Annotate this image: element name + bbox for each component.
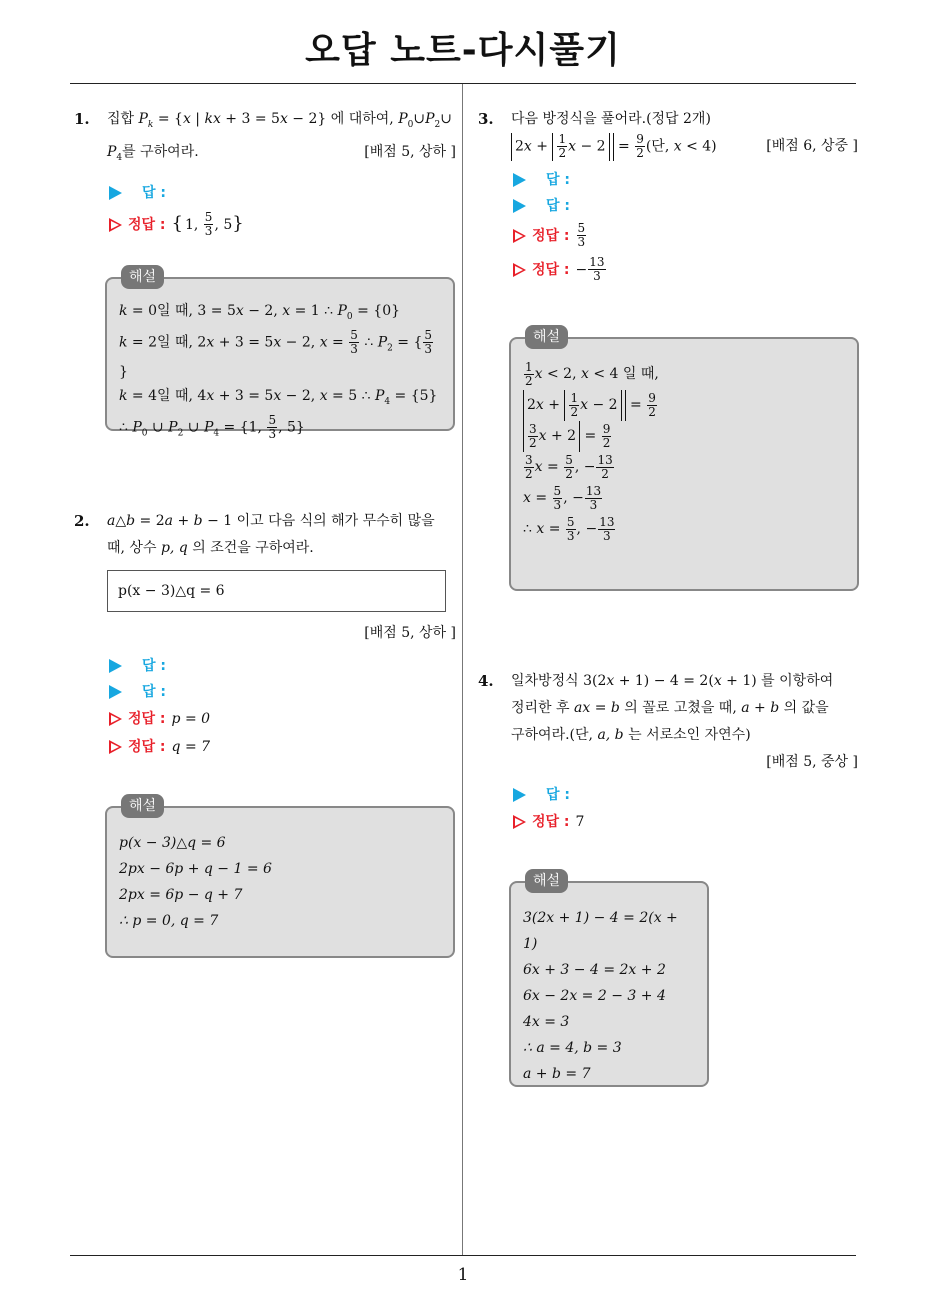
- problem-number: 2.: [74, 512, 90, 530]
- play-icon: [513, 788, 526, 802]
- solution-line: x = $\frac{5}{3}$ , − $\frac{13}{3}$: [523, 483, 602, 512]
- answer-label: 답 :: [546, 787, 570, 803]
- answer-label: 답 :: [142, 684, 166, 700]
- solution-box-2: [105, 798, 455, 958]
- correct-label: 정답 :: [532, 227, 570, 244]
- play-icon: [513, 199, 526, 213]
- answer-label: 답 :: [142, 184, 166, 201]
- bottom-rule: [70, 1255, 856, 1256]
- score-label: [배점 5, 중상 ]: [766, 754, 858, 770]
- outline-triangle-icon: [109, 218, 122, 232]
- score-label: [배점 5, 상하 ]: [364, 625, 456, 641]
- solution-line: 2px = 6p − q + 7: [119, 887, 243, 903]
- top-rule: [70, 83, 856, 84]
- page-title: 오답 노트-다시풀기: [305, 30, 621, 71]
- outline-triangle-icon: [513, 815, 526, 829]
- problem-4: [478, 668, 858, 836]
- problem-text: a△b = 2a + b − 1 이고 다음 식의 해가 무수히 많을 때, 상수 p, q 의 조건을 구하여라.: [107, 513, 435, 556]
- correct-label: 정답 :: [128, 711, 166, 727]
- solution-line: ∴ p = 0, q = 7: [119, 913, 219, 929]
- solution-line: ∴ a = 4, b = 3: [523, 1040, 622, 1056]
- correct-value: p = 0: [171, 711, 211, 727]
- problem-number: 1.: [74, 110, 90, 128]
- problem-number: 4.: [478, 672, 494, 690]
- problem-text: 다음 방정식을 풀어라.(정답 2개) 2x + $\frac{1}{2}$ x − 2 = $\frac{9}{2}$ (단, x < 4) [배점 6, 상중 ]: [511, 111, 858, 160]
- correct-label: 정답 :: [128, 739, 166, 755]
- score-label: [배점 6, 상중 ]: [766, 138, 858, 154]
- outline-triangle-icon: [109, 712, 122, 726]
- play-icon: [109, 685, 122, 699]
- correct-answer-row: 정답 : { 1, $\frac{5}{3}$ , 5}: [109, 206, 456, 242]
- correct-label: 정답 :: [128, 216, 166, 233]
- correct-value: {: [171, 212, 183, 234]
- answer-row[interactable]: [109, 180, 456, 206]
- outline-triangle-icon: [513, 263, 526, 277]
- solution-line: 2x + $\frac{1}{2}$ x − 2 = $\frac{9}{2}$: [523, 390, 845, 421]
- correct-answer-row: [109, 733, 456, 761]
- page-number: 1: [457, 1265, 469, 1285]
- correct-answer-row: [513, 253, 858, 287]
- problem-2: [74, 508, 456, 761]
- solution-box-4: [509, 873, 709, 1087]
- play-icon: [109, 186, 122, 200]
- solution-box-1: [105, 269, 455, 441]
- solution-tag: 해설: [121, 265, 164, 289]
- problem-1: [74, 106, 456, 242]
- score-label: [배점 5, 상하 ]: [364, 143, 456, 160]
- solution-line: 2px − 6p + q − 1 = 6: [119, 861, 272, 877]
- answer-row[interactable]: [513, 193, 858, 219]
- answer-label: 답 :: [546, 171, 570, 188]
- play-icon: [109, 659, 122, 673]
- solution-line: k = 0일 때, 3 = 5x − 2, x = 1 ∴ $P_0 = \{0\}$: [119, 303, 401, 322]
- problem-text: 일차방정식 3(2x + 1) − 4 = 2(x + 1) 를 이항하여 정리한 후 ax = b 의 꼴로 고쳤을 때, a + b 의 값을 구하여라.(단, a, b 는 서로소인 자연수): [511, 673, 834, 743]
- answer-row[interactable]: [109, 679, 456, 705]
- correct-value: $\frac{5}{3}$: [577, 221, 586, 249]
- answer-label: 답 :: [142, 658, 166, 674]
- column-divider: [462, 84, 463, 1256]
- solution-tag: 해설: [525, 325, 568, 349]
- answer-row[interactable]: [513, 782, 858, 808]
- solution-line: 4x = 3: [523, 1014, 570, 1030]
- solution-line: ∴ $P_0$ ∪ $P_2$ ∪ $P_4 = \{1$, $\frac{5}{3}$ , 5}: [119, 412, 305, 441]
- correct-answer-row: [513, 808, 858, 836]
- solution-line: 3(2x + 1) − 4 = 2(x + 1): [523, 910, 678, 952]
- solution-line: $\frac{1}{2}$ x < 2, x < 4 일 때,: [525, 359, 659, 388]
- outline-triangle-icon: [109, 740, 122, 754]
- solution-line: 6x + 3 − 4 = 2x + 2: [523, 962, 666, 978]
- solution-line: p(x − 3)△q = 6: [119, 835, 226, 851]
- problem-text: 집합 $P_k = \{x$ | kx + 3 = 5x − 2} 에 대하여, $P_0\cup P_2\cup$ $P_4$를 구하여라. [배점 5, 상하 ]: [107, 106, 456, 172]
- solution-tag: 해설: [121, 794, 164, 818]
- correct-answer-row: [513, 219, 858, 253]
- solution-line: a + b = 7: [523, 1066, 591, 1082]
- correct-label: 정답 :: [532, 261, 570, 278]
- answer-row[interactable]: [109, 653, 456, 679]
- outline-triangle-icon: [513, 229, 526, 243]
- solution-line: ∴ x = $\frac{5}{3}$ , − $\frac{13}{3}$: [523, 514, 615, 543]
- solution-line: $\frac{3}{2}$ x + 2 = $\frac{9}{2}$: [523, 421, 845, 452]
- solution-line: 6x − 2x = 2 − 3 + 4: [523, 988, 666, 1004]
- correct-value: 7: [575, 814, 585, 830]
- correct-answer-row: [109, 705, 456, 733]
- correct-label: 정답 :: [532, 814, 570, 830]
- answer-row[interactable]: [513, 167, 858, 193]
- solution-tag: 해설: [525, 869, 568, 893]
- correct-value: q = 7: [171, 739, 211, 755]
- solution-line: k = 4일 때, 4x + 3 = 5x − 2, x = 5 ∴ $P_4 = \{5\}$: [119, 388, 438, 407]
- correct-value: − $\frac{13}{3}$: [575, 255, 605, 283]
- play-icon: [513, 173, 526, 187]
- condition-box: p(x − 3)△q = 6: [107, 570, 446, 612]
- answer-label: 답 :: [546, 197, 570, 214]
- solution-line: $\frac{3}{2}$ x = $\frac{5}{2}$ , − $\frac{13}{2}$: [525, 452, 613, 481]
- problem-number: 3.: [478, 110, 494, 128]
- solution-line: k = 2일 때, 2x + 3 = 5x − 2, x = $\frac{5}{3}$ ∴ $P_2$ = { $\frac{5}{3}$ }: [119, 327, 433, 381]
- solution-box-3: [509, 329, 859, 591]
- problem-3: [478, 106, 858, 287]
